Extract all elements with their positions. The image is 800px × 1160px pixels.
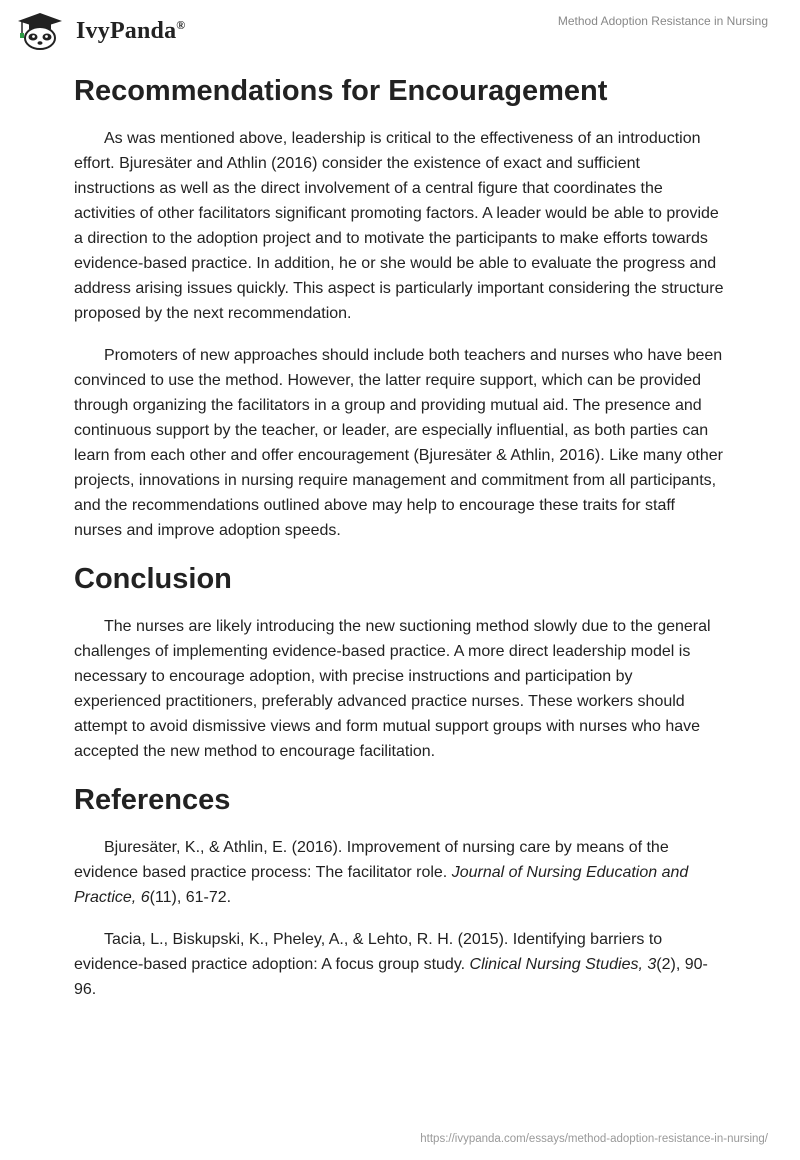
heading-references: References <box>74 784 231 816</box>
essay-content <box>74 70 724 1002</box>
document-title: Method Adoption Resistance in Nursing <box>557 14 768 28</box>
reference-item: Tacia, L., Biskupski, K., Pheley, A., & Lehto, R. H. (2015). Identifying barriers to evidence-based practice adoption: A focus group study. Clinical Nursing Studies, 3(2), 90-96. <box>74 931 708 998</box>
brand-name[interactable]: IvyPanda® <box>76 18 186 44</box>
heading-conclusion: Conclusion <box>74 563 232 595</box>
conclusion-paragraph: The nurses are likely introducing the new suctioning method slowly due to the general challenges of implementing evidence-based practice. A more direct leadership model is necessary to encourage adoption, with precise instructions and participation by experienced practitioners, preferably advanced practice nurses. These workers should attempt to avoid dismissive views and form mutual support groups with nurses who have accepted the new method to encourage facilitation. <box>74 618 711 760</box>
page-header <box>0 0 800 70</box>
heading-recommendations: Recommendations for Encouragement <box>74 75 608 107</box>
source-url-link[interactable]: https://ivypanda.com/essays/method-adoption-resistance-in-nursing/ <box>420 1133 768 1145</box>
panda-logo-icon[interactable] <box>14 10 66 50</box>
recommendations-paragraph-2: Promoters of new approaches should include both teachers and nurses who have been convinced to use the method. However, the latter require support, which can be provided through organizing the facilitators in a group and providing mutual aid. The presence and continuous support by the teacher, or leader, are especially influential, as both parties can learn from each other and offer encouragement (Bjuresäter & Athlin, 2016). Like many other projects, innovations in nursing require management and commitment from all participants, and the recommendations outlined above may help to encourage these traits for staff nurses and improve adoption speeds. <box>74 347 723 539</box>
reference-item: Bjuresäter, K., & Athlin, E. (2016). Improvement of nursing care by means of the evidence based practice process: The facilitator role. Journal of Nursing Education and Practice, 6(11), 61-72. <box>74 839 689 906</box>
recommendations-paragraph-1: As was mentioned above, leadership is critical to the effectiveness of an introduction effort. Bjuresäter and Athlin (2016) consider the existence of exact and sufficient instructions as well as the direct involvement of a central figure that coordinates the activities of other facilitators significant promoting factors. A leader would be able to provide a direction to the adoption project and to motivate the participants to make efforts towards evidence-based practice. In addition, he or she would be able to evaluate the progress and address arising issues quickly. This aspect is particularly important considering the structure proposed by the next recommendation. <box>74 130 724 322</box>
